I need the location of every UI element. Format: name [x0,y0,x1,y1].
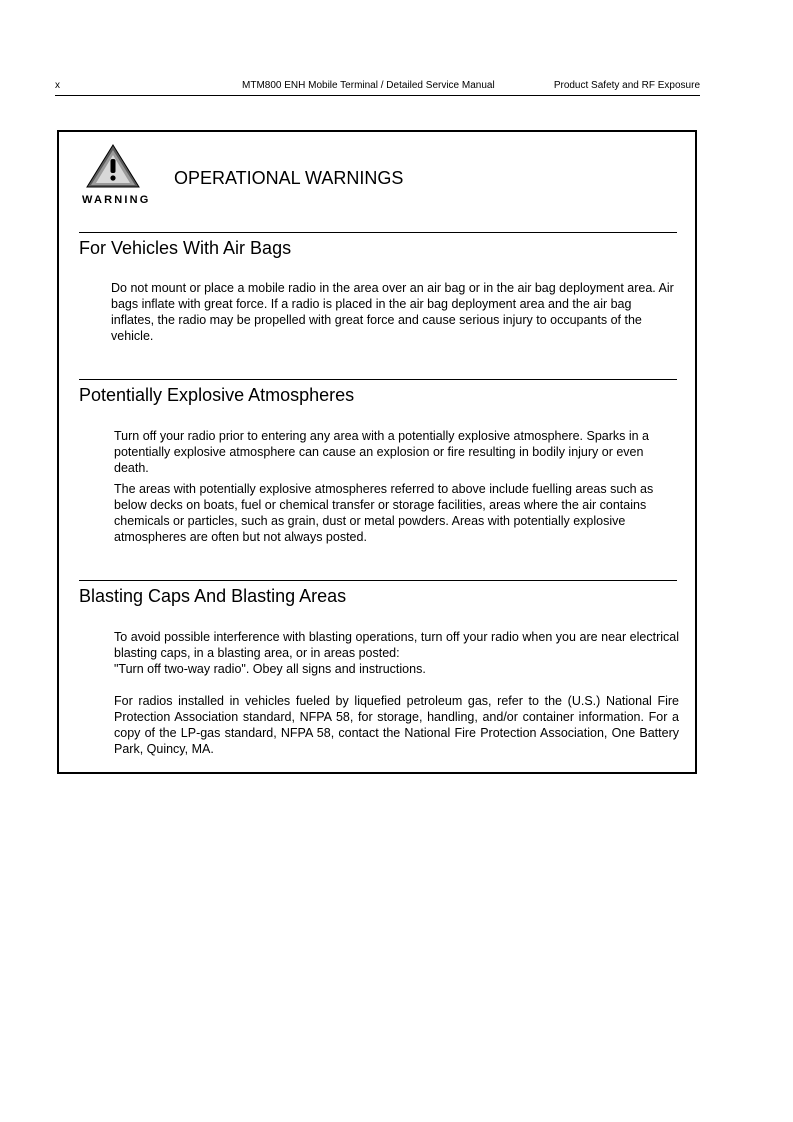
manual-title: MTM800 ENH Mobile Terminal / Detailed Service Manual [242,80,495,91]
section-heading-air-bags: For Vehicles With Air Bags [79,238,292,258]
section-divider [79,379,677,380]
paragraph-blasting-3: For radios installed in vehicles fueled by liquefied petroleum gas, refer to the (U.S.) National Fire Protection Association standard, NFPA 58, for storage, handling, and/or container information. For a copy of the LP-gas standard, NFPA 58, contact the National Fire Protection Association, One Battery Park, Quincy, MA. [114,694,679,756]
section-heading-blasting: Blasting Caps And Blasting Areas [79,586,347,606]
page-number: x [55,80,60,91]
section-title: Product Safety and RF Exposure [553,80,700,91]
section-divider [79,232,677,233]
paragraph-air-bags: Do not mount or place a mobile radio in the area over an air bag or in the air bag deployment area. Air bags inflate with great force. If a radio is placed in the air bag deployment area and the air bag inflates, the radio may be propelled with great force and cause serious injury to occupants of the vehicle. [111,281,674,343]
paragraph-explosive-1: Turn off your radio prior to entering any area with a potentially explosive atmosphere. Sparks in a potentially explosive atmosphere can cause an explosion or fire resulting in bodily injury or even death. [114,429,650,475]
operational-warnings-box [57,130,697,774]
section-heading-explosive: Potentially Explosive Atmospheres [79,385,355,405]
section-divider [79,580,677,581]
paragraph-explosive-2: The areas with potentially explosive atmospheres referred to above include fuelling areas such as below decks on boats, fuel or chemical transfer or storage facilities, areas where the air contains chemicals or particles, such as grain, dust or metal powders. Areas with potentially explosive atmospheres are often but not always posted. [114,482,654,544]
warning-triangle-icon [86,144,140,188]
paragraph-blasting-1: To avoid possible interference with blasting operations, turn off your radio when you are near electrical blasting caps, in a blasting area, or in areas posted: [114,630,679,660]
paragraph-blasting-2: "Turn off two-way radio". Obey all signs and instructions. [114,662,426,676]
warning-label: WARNING [82,194,151,206]
box-title: OPERATIONAL WARNINGS [174,168,404,188]
page-header [55,80,700,96]
